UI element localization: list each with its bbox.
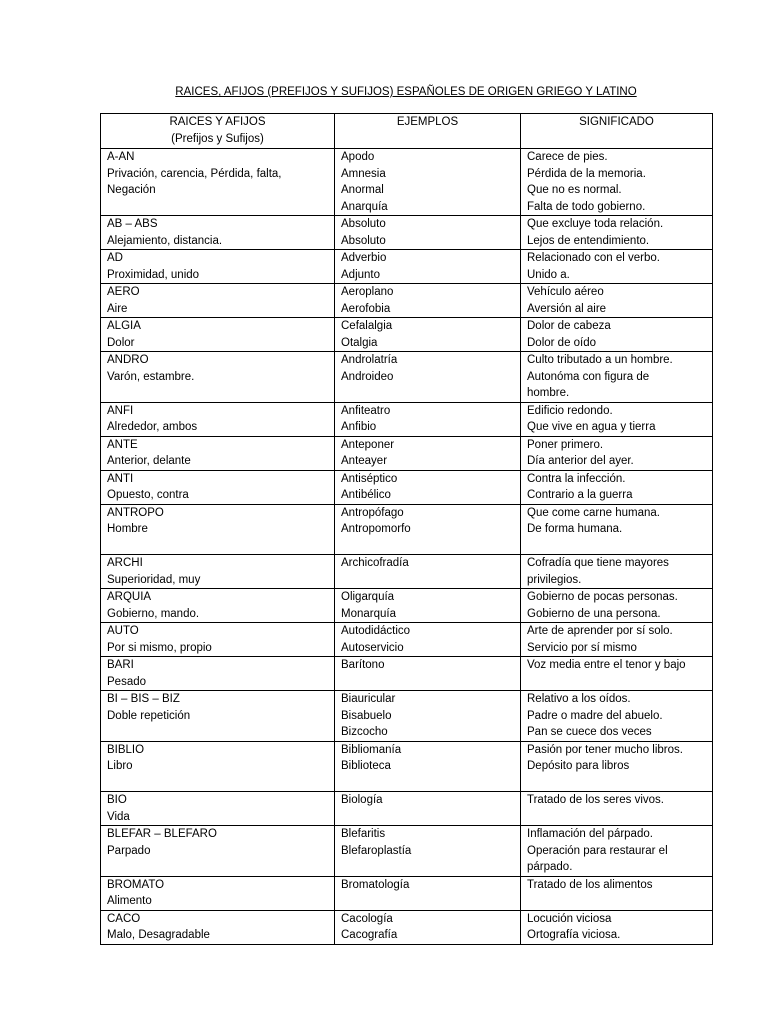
root-line: A-AN <box>107 151 135 163</box>
header-examples: EJEMPLOS <box>335 114 521 149</box>
meaning-line: Locución viciosa <box>527 912 612 925</box>
root-line: AUTO <box>107 625 139 637</box>
roots-table <box>100 113 713 945</box>
header-roots <box>101 114 335 149</box>
meaning-line: Pasión por tener mucho libros. <box>527 743 683 756</box>
meaning-line: Que vive en agua y tierra <box>527 421 656 433</box>
meaning-cell <box>521 402 713 436</box>
table-header-row <box>101 114 713 149</box>
meaning-line: Vehículo aéreo <box>527 286 604 298</box>
example-line: Anarquía <box>341 200 388 213</box>
example-line: Apodo <box>341 151 375 163</box>
example-line: Cefalalgia <box>341 320 393 332</box>
root-line: Opuesto, contra <box>107 489 189 501</box>
root-line: ANTE <box>107 438 138 451</box>
root-line: Pesado <box>107 675 147 688</box>
meaning-line: Gobierno de una persona. <box>527 607 661 620</box>
table-body <box>101 149 713 945</box>
meaning-line: Pérdida de la memoria. <box>527 167 646 180</box>
root-cell <box>101 657 335 691</box>
meaning-line: Cofradía que tiene mayores <box>527 557 669 569</box>
root-line: Libro <box>107 760 133 772</box>
table-row <box>101 250 713 284</box>
meaning-cell <box>521 623 713 657</box>
root-line: Por si mismo, propio <box>107 641 212 654</box>
example-line: Anormal <box>341 184 384 196</box>
meaning-line: Voz media entre el tenor y bajo <box>527 659 686 671</box>
root-line: Privación, carencia, Pérdida, falta, <box>107 167 282 180</box>
root-line: Anterior, delante <box>107 455 191 467</box>
root-cell <box>101 589 335 623</box>
example-line: Adjunto <box>341 268 381 281</box>
root-line: BIBLIO <box>107 743 145 756</box>
example-line: Otalgia <box>341 336 378 349</box>
table-row <box>101 436 713 470</box>
root-line: ALGIA <box>107 320 141 332</box>
meaning-cell <box>521 250 713 284</box>
header-roots-line2: (Prefijos y Sufijos) <box>171 132 264 145</box>
meaning-cell <box>521 741 713 792</box>
header-roots-line1: RAICES Y AFIJOS <box>169 116 266 128</box>
example-line: Anfiteatro <box>341 404 391 417</box>
meaning-line: Unido a. <box>527 268 570 281</box>
example-line: Blefaritis <box>341 828 386 840</box>
meaning-cell <box>521 826 713 877</box>
example-line: Cacología <box>341 912 393 925</box>
root-line: Superioridad, muy <box>107 573 201 586</box>
meaning-line: Que no es normal. <box>527 184 622 196</box>
meaning-line: Relativo a los oídos. <box>527 693 631 705</box>
root-line: BROMATO <box>107 878 165 891</box>
examples-cell <box>335 470 521 504</box>
root-line: AD <box>107 252 123 264</box>
examples-cell <box>335 504 521 555</box>
meaning-line: Día anterior del ayer. <box>527 455 634 467</box>
example-line: Oligarquía <box>341 591 395 603</box>
examples-cell <box>335 826 521 877</box>
root-line: Varón, estambre. <box>107 370 195 383</box>
example-line: Bibliomanía <box>341 743 402 756</box>
root-cell <box>101 555 335 589</box>
meaning-line: Que come carne humana. <box>527 506 660 519</box>
meaning-line: párpado. <box>527 861 573 873</box>
meaning-line: Que excluye toda relación. <box>527 218 664 230</box>
example-line: Archicofradía <box>341 557 409 569</box>
root-cell <box>101 216 335 250</box>
root-line: ARQUIA <box>107 591 152 603</box>
table-row <box>101 623 713 657</box>
meaning-line: Contra la infección. <box>527 472 626 485</box>
root-line: Malo, Desagradable <box>107 929 210 941</box>
meaning-cell <box>521 555 713 589</box>
examples-cell <box>335 555 521 589</box>
example-line: Bizcocho <box>341 726 388 738</box>
meaning-line: Culto tributado a un hombre. <box>527 354 673 366</box>
root-line: AB – ABS <box>107 218 158 230</box>
examples-cell <box>335 910 521 944</box>
example-line: Absoluto <box>341 218 386 230</box>
examples-cell <box>335 250 521 284</box>
example-line: Adverbio <box>341 252 387 264</box>
table-row <box>101 792 713 826</box>
table-row <box>101 826 713 877</box>
meaning-cell <box>521 149 713 216</box>
example-line: Bisabuelo <box>341 709 392 722</box>
meaning-line: privilegios. <box>527 573 582 586</box>
root-line: CACO <box>107 912 141 925</box>
meaning-cell <box>521 792 713 826</box>
table-row <box>101 741 713 792</box>
root-line: ANFI <box>107 404 134 417</box>
meaning-line: Edificio redondo. <box>527 404 613 417</box>
examples-cell <box>335 216 521 250</box>
example-line: Biblioteca <box>341 760 391 772</box>
root-cell <box>101 504 335 555</box>
example-line: Aerofobia <box>341 302 391 315</box>
root-cell <box>101 352 335 403</box>
root-line: BLEFAR – BLEFARO <box>107 828 217 840</box>
table-row <box>101 402 713 436</box>
meaning-line: Pan se cuece dos veces <box>527 726 652 738</box>
meaning-line: Servicio por sí mismo <box>527 641 637 654</box>
table-row <box>101 589 713 623</box>
table-row <box>101 910 713 944</box>
meaning-line: Dolor de oído <box>527 336 597 349</box>
example-line: Autodidáctico <box>341 625 411 637</box>
meaning-cell <box>521 470 713 504</box>
table-row <box>101 284 713 318</box>
table-row <box>101 318 713 352</box>
meaning-cell <box>521 318 713 352</box>
examples-cell <box>335 657 521 691</box>
root-cell <box>101 470 335 504</box>
example-line: Anfibio <box>341 421 377 433</box>
meaning-cell <box>521 436 713 470</box>
root-line: BIO <box>107 794 127 806</box>
document-title: RAICES, AFIJOS (PREFIJOS Y SUFIJOS) ESPAÑOLES DE ORIGEN GRIEGO Y LATINO <box>175 86 637 98</box>
root-line <box>107 538 334 555</box>
example-line: Absoluto <box>341 234 386 247</box>
example-line: Antropomorfo <box>341 523 411 535</box>
root-line: ANTROPO <box>107 506 164 519</box>
table-row <box>101 876 713 910</box>
meaning-line: Ortografía viciosa. <box>527 929 621 941</box>
example-line: Androlatría <box>341 354 398 366</box>
root-line: BARI <box>107 659 134 671</box>
meaning-line: hombre. <box>527 387 570 399</box>
examples-cell <box>335 876 521 910</box>
root-cell <box>101 876 335 910</box>
root-cell <box>101 402 335 436</box>
root-cell <box>101 691 335 742</box>
table-row <box>101 470 713 504</box>
table-row <box>101 691 713 742</box>
meaning-line: Carece de pies. <box>527 151 608 163</box>
meaning-line: Depósito para libros <box>527 760 630 772</box>
root-line <box>107 775 334 792</box>
examples-cell <box>335 352 521 403</box>
example-line: Biología <box>341 794 383 806</box>
meaning-line: Contrario a la guerra <box>527 489 633 501</box>
meaning-cell <box>521 876 713 910</box>
root-line: Proximidad, unido <box>107 268 200 281</box>
meaning-line: Tratado de los seres vivos. <box>527 794 664 806</box>
meaning-line: Relacionado con el verbo. <box>527 252 660 264</box>
meaning-cell <box>521 284 713 318</box>
meaning-line: Lejos de entendimiento. <box>527 234 650 247</box>
root-cell <box>101 250 335 284</box>
root-cell <box>101 284 335 318</box>
meaning-line: Aversión al aire <box>527 302 607 315</box>
table-row <box>101 504 713 555</box>
root-line: Alrededor, ambos <box>107 421 198 433</box>
example-line: Cacografía <box>341 929 398 941</box>
example-line: Blefaroplastía <box>341 844 412 857</box>
meaning-cell <box>521 691 713 742</box>
table-row <box>101 352 713 403</box>
examples-cell <box>335 589 521 623</box>
examples-cell <box>335 402 521 436</box>
meaning-cell <box>521 589 713 623</box>
root-line: ANDRO <box>107 354 149 366</box>
header-meaning: SIGNIFICADO <box>521 114 713 149</box>
examples-cell <box>335 623 521 657</box>
table-row <box>101 555 713 589</box>
example-line: Amnesia <box>341 167 386 180</box>
root-line: Doble repetición <box>107 709 191 722</box>
meaning-line: De forma humana. <box>527 523 623 535</box>
meaning-line: Gobierno de pocas personas. <box>527 591 678 603</box>
root-line: Gobierno, mando. <box>107 607 200 620</box>
meaning-line: Operación para restaurar el <box>527 844 668 857</box>
meaning-cell <box>521 910 713 944</box>
example-line: Monarquía <box>341 607 396 620</box>
example-line: Androideo <box>341 370 394 383</box>
example-line: Antibélico <box>341 489 391 501</box>
example-line: Bromatología <box>341 878 410 891</box>
example-line: Aeroplano <box>341 286 394 298</box>
examples-cell <box>335 436 521 470</box>
table-row <box>101 149 713 216</box>
meaning-line: Inflamación del párpado. <box>527 828 653 840</box>
root-line: AERO <box>107 286 140 298</box>
meaning-cell <box>521 352 713 403</box>
example-line: Anteponer <box>341 438 395 451</box>
root-line: Hombre <box>107 523 148 535</box>
root-line: Vida <box>107 810 130 823</box>
examples-cell <box>335 792 521 826</box>
root-cell <box>101 741 335 792</box>
meaning-cell <box>521 657 713 691</box>
meaning-line: Falta de todo gobierno. <box>527 200 646 213</box>
meaning-line: Padre o madre del abuelo. <box>527 709 663 722</box>
examples-cell <box>335 318 521 352</box>
example-line: Antropófago <box>341 506 404 519</box>
root-line: Alejamiento, distancia. <box>107 234 223 247</box>
root-cell <box>101 910 335 944</box>
example-line: Biauricular <box>341 693 396 705</box>
root-line: Alimento <box>107 895 152 907</box>
examples-cell <box>335 284 521 318</box>
meaning-cell <box>521 504 713 555</box>
table-row <box>101 657 713 691</box>
examples-cell <box>335 741 521 792</box>
example-line: Anteayer <box>341 455 388 467</box>
table-row <box>101 216 713 250</box>
meaning-cell <box>521 216 713 250</box>
example-line: Barítono <box>341 659 385 671</box>
root-line: Aire <box>107 302 128 315</box>
meaning-line: Arte de aprender por sí solo. <box>527 625 673 637</box>
examples-cell <box>335 149 521 216</box>
root-line: ANTI <box>107 472 134 485</box>
meaning-line: Dolor de cabeza <box>527 320 611 332</box>
meaning-line: Tratado de los alimentos <box>527 878 653 891</box>
root-line: Parpado <box>107 844 151 857</box>
root-cell <box>101 826 335 877</box>
root-cell <box>101 149 335 216</box>
root-cell <box>101 318 335 352</box>
example-line: Antiséptico <box>341 472 398 485</box>
root-line: BI – BIS – BIZ <box>107 693 180 705</box>
root-cell <box>101 792 335 826</box>
examples-cell <box>335 691 521 742</box>
root-cell <box>101 436 335 470</box>
meaning-line: Autonóma con figura de <box>527 370 650 383</box>
example-line: Autoservicio <box>341 641 404 654</box>
meaning-line: Poner primero. <box>527 438 604 451</box>
root-line: Dolor <box>107 336 135 349</box>
root-line: Negación <box>107 184 156 196</box>
root-line: ARCHI <box>107 557 143 569</box>
root-cell <box>101 623 335 657</box>
